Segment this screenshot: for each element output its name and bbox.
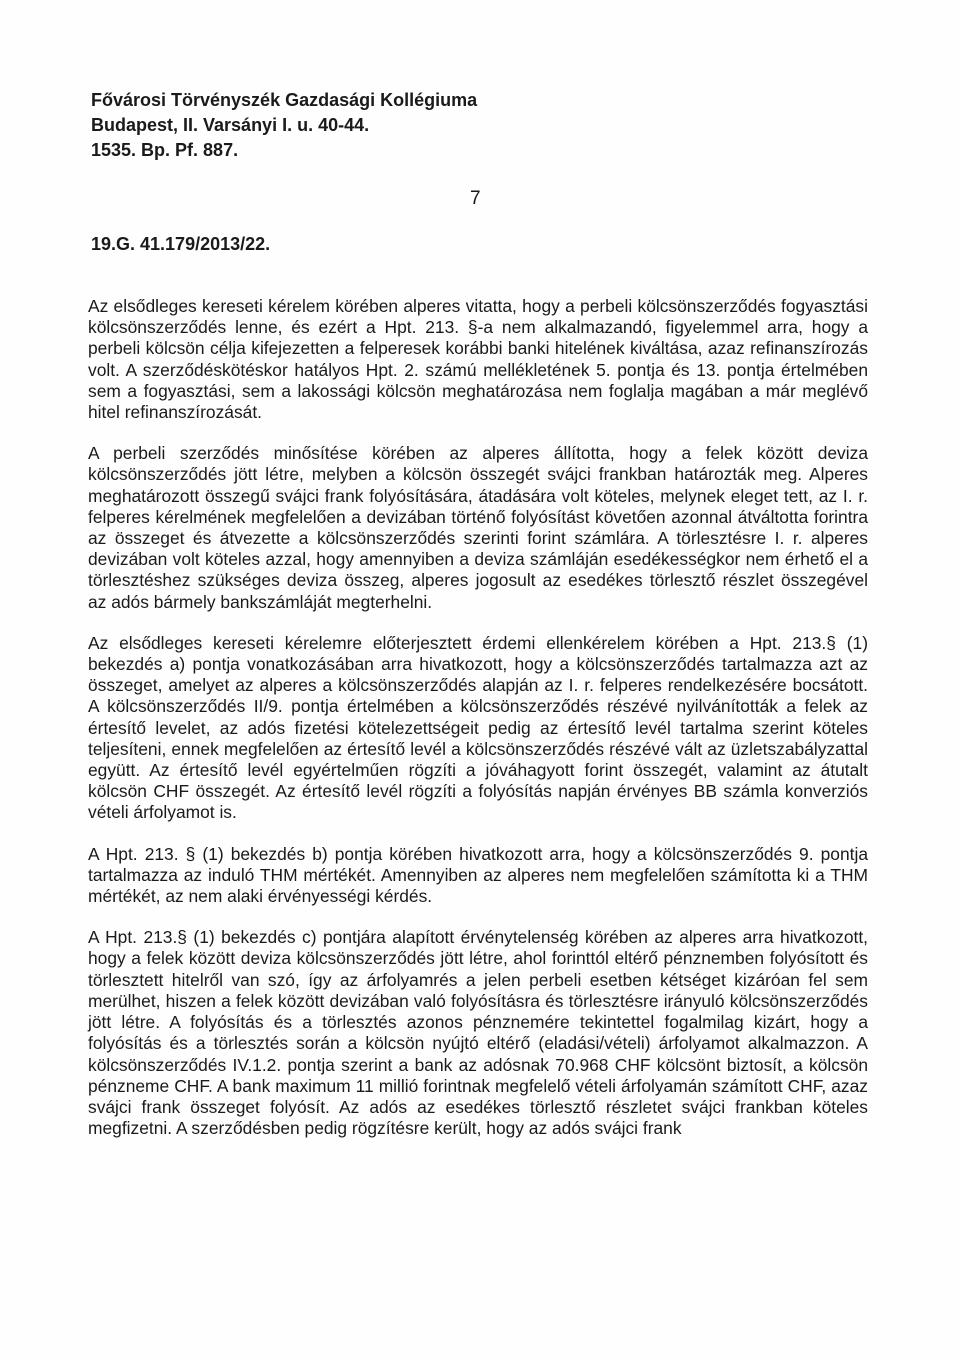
paragraph-5: A Hpt. 213.§ (1) bekezdés c) pontjára alapított érvénytelenség körében az alperes arra hivatkozott, hogy a felek között deviza kölcsönszerződés jött létre, ahol forinttól eltérő pénznemben folyósított és törlesztett hitelről van szó, így az árfolyamrés a jelen perbeli esetben kétséget kizáróan fel sem merülhet, hiszen a felek között devizában való folyósításra és törlesztésre irányuló kölcsönszerződés jött létre. A folyósítás és a törlesztés azonos pénznemére tekintettel fogalmilag kizárt, hogy a folyósítás és a törlesztés során a kölcsön nyújtó eltérő (eladási/vételi) árfolyamot alkalmazzon. A kölcsönszerződés IV.1.2. pontja szerint a bank az adósnak 70.968 CHF kölcsönt biztosít, a kölcsön pénzneme CHF. A bank maximum 11 millió forintnak megfelelő vételi árfolyamán számított CHF, azaz svájci frank összeget folyósít. Az adós az esedékes törlesztő részletet svájci frankban köteles megfizetni. A szerződésben pedig rögzítésre került, hogy az adós svájci frank	[88, 927, 868, 1139]
court-name: Fővárosi Törvényszék Gazdasági Kollégiuma	[91, 90, 478, 110]
page-number: 7	[470, 188, 481, 209]
paragraph-1: Az elsődleges kereseti kérelem körében alperes vitatta, hogy a perbeli kölcsönszerződés fogyasztási kölcsönszerződés lenne, és ezért a Hpt. 213. §-a nem alkalmazandó, figyelemmel arra, hogy a perbeli kölcsön célja kifejezetten a felperesek korábbi banki hitelének kiváltása, azaz refinanszírozás volt. A szerződéskötéskor hatályos Hpt. 2. számú mellékletének 5. pontja és 13. pontja értelmében sem a fogyasztási, sem a lakossági kölcsön meghatározása nem foglalja magában a már meglévő hitel refinanszírozását.	[88, 296, 868, 423]
court-address: Budapest, II. Varsányi I. u. 40-44.	[91, 115, 370, 135]
paragraph-4: A Hpt. 213. § (1) bekezdés b) pontja körében hivatkozott arra, hogy a kölcsönszerződés 9. pontja tartalmazza az induló THM mértékét. Amennyiben az alperes nem megfelelően számította ki a THM mértékét, az nem alaki érvényességi kérdés.	[88, 843, 868, 907]
case-number: 19.G. 41.179/2013/22.	[91, 234, 271, 254]
paragraph-3: Az elsődleges kereseti kérelemre előterjesztett érdemi ellenkérelem körében a Hpt. 213.§ (1) bekezdés a) pontja vonatkozásában arra hivatkozott, hogy a kölcsönszerződés tartalmazza azt az összeget, amelyet az alperes a kölcsönszerződés alapján az I. r. felperes rendelkezésére bocsátott. A kölcsönszerződés II/9. pontja értelmében a kölcsönszerződés részévé nyilvánították a felek az értesítő levelet, az adós fizetési kötelezettségeit pedig az értesítő levél tartalma szerint köteles teljesíteni, ennek megfelelően az értesítő levél a kölcsönszerződés részévé vált az üzletszabályzattal együtt. Az értesítő levél egyértelműen rögzíti a jóváhagyott forint összegét, valamint az átutalt kölcsön CHF összegét. Az értesítő levél rögzíti a folyósítás napján érvényes BB számla konverziós vételi árfolyamot is.	[88, 632, 868, 823]
paragraph-2: A perbeli szerződés minősítése körében az alperes állította, hogy a felek között deviza kölcsönszerződés jött létre, melyben a kölcsön összegét svájci frankban határozták meg. Alperes meghatározott összegű svájci frank folyósítására, átadására volt köteles, melynek eleget tett, az I. r. felperes kérelmének megfelelően a devizában történő folyósítást követően azonnal átváltotta forintra az összeget és átvezette a kölcsönszerződés szerinti forint számlára. A törlesztésre I. r. alperes devizában volt köteles azzal, hogy amennyiben a deviza számláján esedékességkor nem érhető el a törlesztéshez szükséges deviza összeg, alperes jogosult az esedékes törlesztő részlet összegével az adós bármely bankszámláját megterhelni.	[88, 443, 868, 612]
body-text	[88, 296, 868, 1139]
court-header	[91, 88, 591, 163]
court-postal-address: 1535. Bp. Pf. 887.	[91, 140, 239, 160]
